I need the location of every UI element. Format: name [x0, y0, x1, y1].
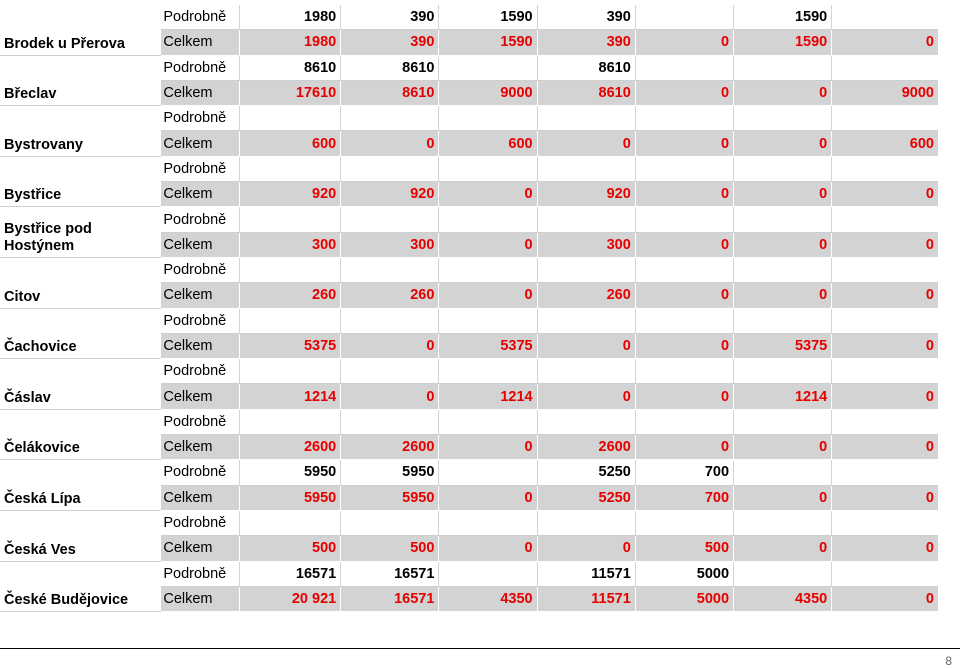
row-type-label: Celkem [161, 485, 239, 510]
total-cell: 0 [734, 232, 832, 257]
total-cell: 0 [341, 131, 439, 156]
town-name: Čáslav [0, 359, 161, 410]
table-row-detail [0, 106, 938, 131]
detail-cell [734, 207, 832, 232]
total-cell: 11571 [537, 586, 635, 611]
total-cell: 0 [439, 435, 537, 460]
detail-cell [635, 207, 733, 232]
total-cell: 0 [832, 485, 938, 510]
total-cell: 4350 [734, 586, 832, 611]
detail-cell: 5950 [240, 460, 341, 485]
row-type-label: Podrobně [161, 5, 239, 30]
total-cell: 260 [341, 283, 439, 308]
detail-cell [439, 510, 537, 535]
detail-cell [240, 359, 341, 384]
row-type-label: Celkem [161, 131, 239, 156]
detail-cell [832, 207, 938, 232]
total-cell: 0 [734, 435, 832, 460]
detail-cell [832, 5, 938, 30]
detail-cell [832, 106, 938, 131]
row-type-label: Celkem [161, 30, 239, 55]
detail-cell [734, 156, 832, 181]
row-type-label: Podrobně [161, 561, 239, 586]
detail-cell [341, 510, 439, 535]
detail-cell [635, 55, 733, 80]
total-cell: 1214 [240, 384, 341, 409]
row-type-label: Podrobně [161, 308, 239, 333]
table-row-detail [0, 207, 938, 232]
detail-cell [635, 257, 733, 282]
total-cell: 920 [341, 182, 439, 207]
total-cell: 0 [734, 131, 832, 156]
total-cell: 1590 [734, 30, 832, 55]
total-cell: 5375 [240, 333, 341, 358]
total-cell: 20 921 [240, 586, 341, 611]
detail-cell [341, 257, 439, 282]
table-row-detail [0, 257, 938, 282]
row-type-label: Podrobně [161, 106, 239, 131]
total-cell: 0 [635, 435, 733, 460]
row-type-label: Podrobně [161, 55, 239, 80]
total-cell: 0 [439, 536, 537, 561]
total-cell: 0 [537, 333, 635, 358]
detail-cell: 390 [341, 5, 439, 30]
detail-cell [439, 55, 537, 80]
total-cell: 1590 [439, 30, 537, 55]
total-cell: 0 [734, 80, 832, 105]
total-cell: 2600 [537, 435, 635, 460]
row-type-label: Podrobně [161, 359, 239, 384]
total-cell: 0 [832, 435, 938, 460]
detail-cell [734, 460, 832, 485]
total-cell: 920 [240, 182, 341, 207]
detail-cell [341, 106, 439, 131]
detail-cell [341, 308, 439, 333]
town-name: Bystrovany [0, 106, 161, 157]
total-cell: 390 [341, 30, 439, 55]
town-name: Česká Lípa [0, 460, 161, 511]
detail-cell [537, 106, 635, 131]
detail-cell [537, 308, 635, 333]
total-cell: 17610 [240, 80, 341, 105]
detail-cell: 5250 [537, 460, 635, 485]
detail-cell [635, 106, 733, 131]
total-cell: 5000 [635, 586, 733, 611]
total-cell: 0 [635, 30, 733, 55]
detail-cell [635, 156, 733, 181]
detail-cell [734, 257, 832, 282]
total-cell: 300 [341, 232, 439, 257]
total-cell: 1980 [240, 30, 341, 55]
detail-cell: 1590 [734, 5, 832, 30]
total-cell: 390 [537, 30, 635, 55]
total-cell: 8610 [537, 80, 635, 105]
total-cell: 9000 [832, 80, 938, 105]
total-cell: 0 [439, 283, 537, 308]
row-type-label: Celkem [161, 333, 239, 358]
detail-cell [832, 308, 938, 333]
total-cell: 0 [832, 283, 938, 308]
row-type-label: Celkem [161, 232, 239, 257]
detail-cell [240, 409, 341, 434]
total-cell: 1214 [439, 384, 537, 409]
detail-cell [439, 156, 537, 181]
detail-cell [832, 409, 938, 434]
total-cell: 500 [341, 536, 439, 561]
detail-cell: 5000 [635, 561, 733, 586]
total-cell: 0 [832, 232, 938, 257]
total-cell: 260 [240, 283, 341, 308]
total-cell: 0 [832, 586, 938, 611]
detail-cell: 700 [635, 460, 733, 485]
detail-cell [240, 510, 341, 535]
total-cell: 5375 [439, 333, 537, 358]
total-cell: 0 [734, 536, 832, 561]
detail-cell [537, 510, 635, 535]
total-cell: 0 [635, 384, 733, 409]
total-cell: 300 [240, 232, 341, 257]
total-cell: 0 [537, 131, 635, 156]
town-name: Citov [0, 257, 161, 308]
town-name: Čelákovice [0, 409, 161, 460]
total-cell: 600 [439, 131, 537, 156]
town-name: Česká Ves [0, 510, 161, 561]
total-cell: 0 [832, 384, 938, 409]
total-cell: 0 [537, 536, 635, 561]
detail-cell [439, 460, 537, 485]
table-row-detail [0, 5, 938, 30]
total-cell: 0 [832, 182, 938, 207]
total-cell: 4350 [439, 586, 537, 611]
row-type-label: Celkem [161, 536, 239, 561]
total-cell: 0 [832, 536, 938, 561]
row-type-label: Celkem [161, 80, 239, 105]
town-name: České Budějovice [0, 561, 161, 612]
total-cell: 0 [341, 384, 439, 409]
total-cell: 500 [635, 536, 733, 561]
detail-cell: 1590 [439, 5, 537, 30]
total-cell: 700 [635, 485, 733, 510]
row-type-label: Celkem [161, 283, 239, 308]
total-cell: 9000 [439, 80, 537, 105]
detail-cell [341, 156, 439, 181]
detail-cell [240, 308, 341, 333]
town-name: Bystřice pod Hostýnem [0, 207, 161, 258]
total-cell: 1214 [734, 384, 832, 409]
detail-cell [832, 510, 938, 535]
total-cell: 8610 [341, 80, 439, 105]
row-type-label: Celkem [161, 586, 239, 611]
detail-cell: 8610 [341, 55, 439, 80]
table-row-detail [0, 308, 938, 333]
row-type-label: Celkem [161, 435, 239, 460]
table-row-detail [0, 156, 938, 181]
detail-cell [439, 359, 537, 384]
detail-cell [734, 359, 832, 384]
detail-cell [341, 409, 439, 434]
total-cell: 5250 [537, 485, 635, 510]
total-cell: 0 [439, 182, 537, 207]
total-cell: 0 [635, 283, 733, 308]
total-cell: 500 [240, 536, 341, 561]
total-cell: 0 [439, 485, 537, 510]
town-name: Bystřice [0, 156, 161, 207]
detail-cell [240, 156, 341, 181]
detail-cell [537, 207, 635, 232]
detail-cell [734, 55, 832, 80]
detail-cell [832, 55, 938, 80]
total-cell: 0 [635, 80, 733, 105]
detail-cell [635, 510, 733, 535]
row-type-label: Podrobně [161, 510, 239, 535]
detail-cell [734, 561, 832, 586]
table-row-detail [0, 359, 938, 384]
detail-cell: 11571 [537, 561, 635, 586]
total-cell: 0 [635, 232, 733, 257]
detail-cell [832, 257, 938, 282]
detail-cell: 5950 [341, 460, 439, 485]
detail-cell [439, 308, 537, 333]
detail-cell [240, 257, 341, 282]
detail-cell [439, 561, 537, 586]
detail-cell [341, 207, 439, 232]
total-cell: 300 [537, 232, 635, 257]
detail-cell [537, 156, 635, 181]
town-name: Čachovice [0, 308, 161, 359]
detail-cell [734, 308, 832, 333]
detail-cell [537, 409, 635, 434]
detail-cell [635, 308, 733, 333]
detail-cell [635, 5, 733, 30]
row-type-label: Podrobně [161, 409, 239, 434]
row-type-label: Podrobně [161, 460, 239, 485]
table-row-detail [0, 409, 938, 434]
footer-divider [0, 648, 960, 649]
total-cell: 0 [734, 182, 832, 207]
detail-cell: 8610 [240, 55, 341, 80]
row-type-label: Podrobně [161, 207, 239, 232]
total-cell: 0 [734, 283, 832, 308]
detail-cell [832, 561, 938, 586]
table-row-detail [0, 561, 938, 586]
town-name: Brodek u Přerova [0, 5, 161, 55]
total-cell: 260 [537, 283, 635, 308]
detail-cell [341, 359, 439, 384]
row-type-label: Celkem [161, 182, 239, 207]
detail-cell [635, 409, 733, 434]
town-name: Břeclav [0, 55, 161, 106]
detail-cell [734, 510, 832, 535]
row-type-label: Celkem [161, 384, 239, 409]
detail-cell: 16571 [341, 561, 439, 586]
detail-cell [439, 257, 537, 282]
table-row-detail [0, 55, 938, 80]
total-cell: 600 [832, 131, 938, 156]
total-cell: 0 [635, 333, 733, 358]
total-cell: 0 [439, 232, 537, 257]
total-cell: 16571 [341, 586, 439, 611]
page-number: 8 [945, 654, 952, 668]
total-cell: 0 [341, 333, 439, 358]
detail-cell [734, 409, 832, 434]
total-cell: 0 [832, 30, 938, 55]
detail-cell: 390 [537, 5, 635, 30]
total-cell: 0 [635, 182, 733, 207]
row-type-label: Podrobně [161, 156, 239, 181]
detail-cell: 8610 [537, 55, 635, 80]
detail-cell [439, 106, 537, 131]
total-cell: 0 [537, 384, 635, 409]
total-cell: 920 [537, 182, 635, 207]
total-cell: 2600 [341, 435, 439, 460]
total-cell: 0 [635, 131, 733, 156]
total-cell: 5950 [341, 485, 439, 510]
total-cell: 0 [734, 485, 832, 510]
total-cell: 5375 [734, 333, 832, 358]
detail-cell [439, 207, 537, 232]
detail-cell [734, 106, 832, 131]
total-cell: 5950 [240, 485, 341, 510]
detail-cell: 16571 [240, 561, 341, 586]
table-row-detail [0, 460, 938, 485]
detail-cell [240, 106, 341, 131]
detail-cell [240, 207, 341, 232]
table-row-detail [0, 510, 938, 535]
total-cell: 2600 [240, 435, 341, 460]
detail-cell [832, 359, 938, 384]
budget-table [0, 5, 938, 612]
detail-cell [635, 359, 733, 384]
detail-cell [832, 460, 938, 485]
detail-cell [832, 156, 938, 181]
detail-cell [537, 257, 635, 282]
detail-cell: 1980 [240, 5, 341, 30]
detail-cell [439, 409, 537, 434]
row-type-label: Podrobně [161, 257, 239, 282]
detail-cell [537, 359, 635, 384]
total-cell: 0 [832, 333, 938, 358]
total-cell: 600 [240, 131, 341, 156]
